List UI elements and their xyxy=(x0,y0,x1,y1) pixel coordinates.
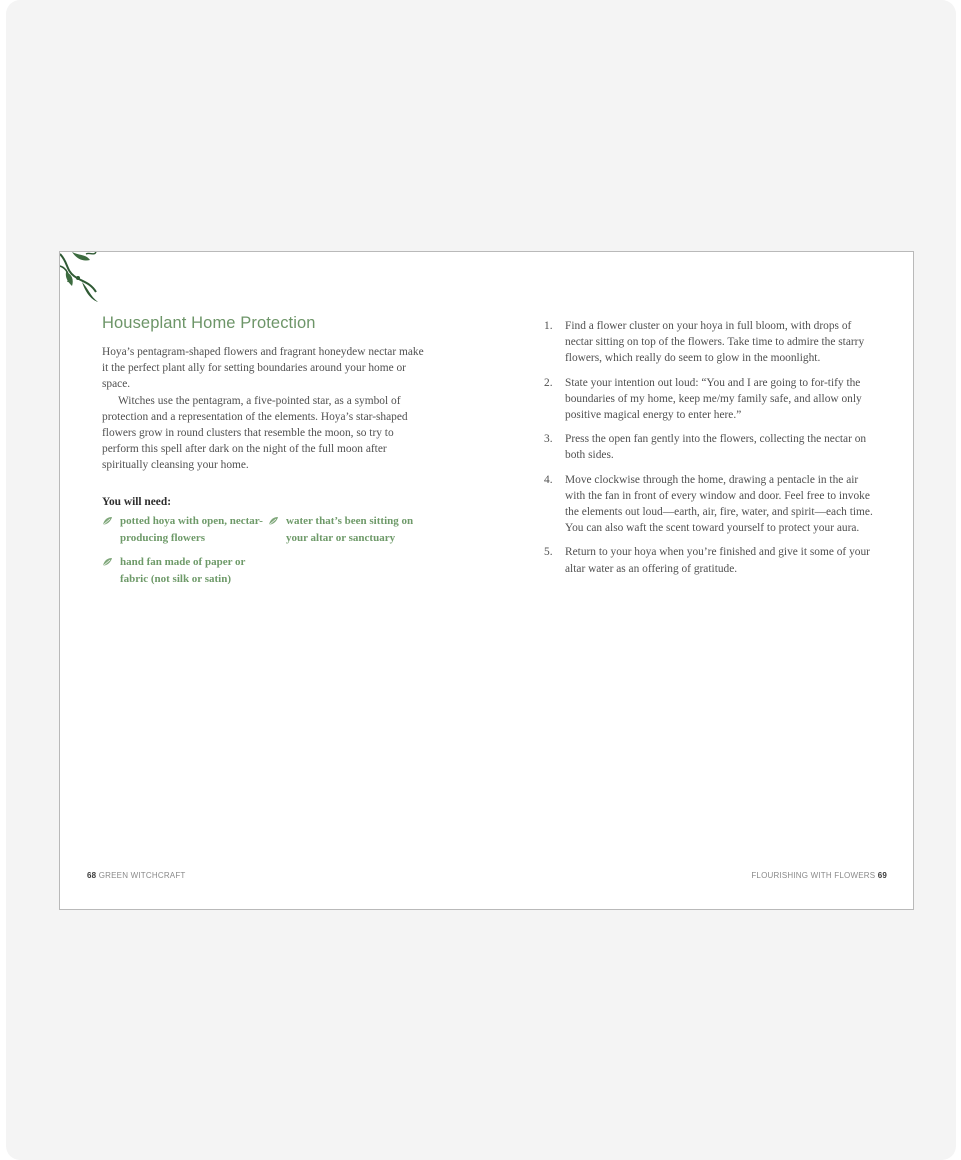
left-page-number: 68 xyxy=(87,871,97,880)
step-number: 1. xyxy=(544,320,553,332)
supply-item xyxy=(286,513,436,546)
intro-text xyxy=(102,344,432,474)
step-number: 4. xyxy=(544,473,553,486)
step-item xyxy=(544,318,874,367)
supply-item xyxy=(120,513,270,546)
step-item xyxy=(544,544,874,576)
section-heading: Houseplant Home Protection xyxy=(102,314,316,332)
right-running-title: FLOURISHING WITH FLOWERS xyxy=(751,871,876,880)
step-text: State your intention out loud: “You and I are going to for-tify the boundaries of my home, keep me/my family safe, and allow only positive magical energy to enter here.” xyxy=(565,376,862,422)
right-page-number: 69 xyxy=(877,871,887,880)
leaf-icon xyxy=(268,516,279,526)
step-number: 2. xyxy=(544,376,553,389)
step-text: Return to your hoya when you’re finished and give it some of your altar water as an offering of gratitude. xyxy=(565,546,870,575)
step-text: Move clockwise through the home, drawing a pentacle in the air with the fan in front of every window and door. Feel free to invoke the elements out loud—earth, air, fire, water, and spirit—each time. You can also waft the scent toward yourself to protect your aura. xyxy=(565,473,873,535)
supply-item-text: water that’s been sitting on your altar or sanctuary xyxy=(286,515,414,544)
step-text: Find a flower cluster on your hoya in full bloom, with drops of nectar sitting on top of the flowers. Take time to admire the starry flowers, which really do seem to glow in the moonlight. xyxy=(565,320,865,365)
supply-item xyxy=(120,554,270,587)
left-running-title: GREEN WITCHCRAFT xyxy=(98,871,186,880)
step-item xyxy=(544,472,874,537)
supply-item-text: potted hoya with open, nectar-producing flowers xyxy=(120,515,263,544)
intro-paragraph: Hoya’s pentagram-shaped flowers and fragrant honeydew nectar make it the perfect plant ally for setting boundaries around your home or space. xyxy=(102,346,424,391)
document-viewer xyxy=(6,0,956,1160)
step-text: Press the open fan gently into the flowers, collecting the nectar on both sides. xyxy=(565,433,867,462)
left-page-footer xyxy=(87,871,186,880)
vine-ornament-icon xyxy=(60,252,100,304)
book-spread xyxy=(59,251,914,910)
leaf-icon xyxy=(102,557,113,567)
you-will-need-title: You will need: xyxy=(102,496,171,508)
step-item xyxy=(544,375,874,424)
leaf-icon xyxy=(102,516,113,526)
step-number: 5. xyxy=(544,546,553,559)
intro-paragraph: Witches use the pentagram, a five-pointed star, as a symbol of protection and a representation of the elements. Hoya’s star-shaped flowers grow in round clusters that resemble the moon, so try to perform this spell after dark on the night of the full moon after spiritually cleansing your home. xyxy=(102,394,408,472)
step-number: 3. xyxy=(544,433,553,446)
supply-item-text: hand fan made of paper or fabric (not silk or satin) xyxy=(120,556,246,585)
step-item xyxy=(544,431,874,463)
right-page-footer xyxy=(751,871,887,880)
instruction-steps xyxy=(544,318,874,585)
